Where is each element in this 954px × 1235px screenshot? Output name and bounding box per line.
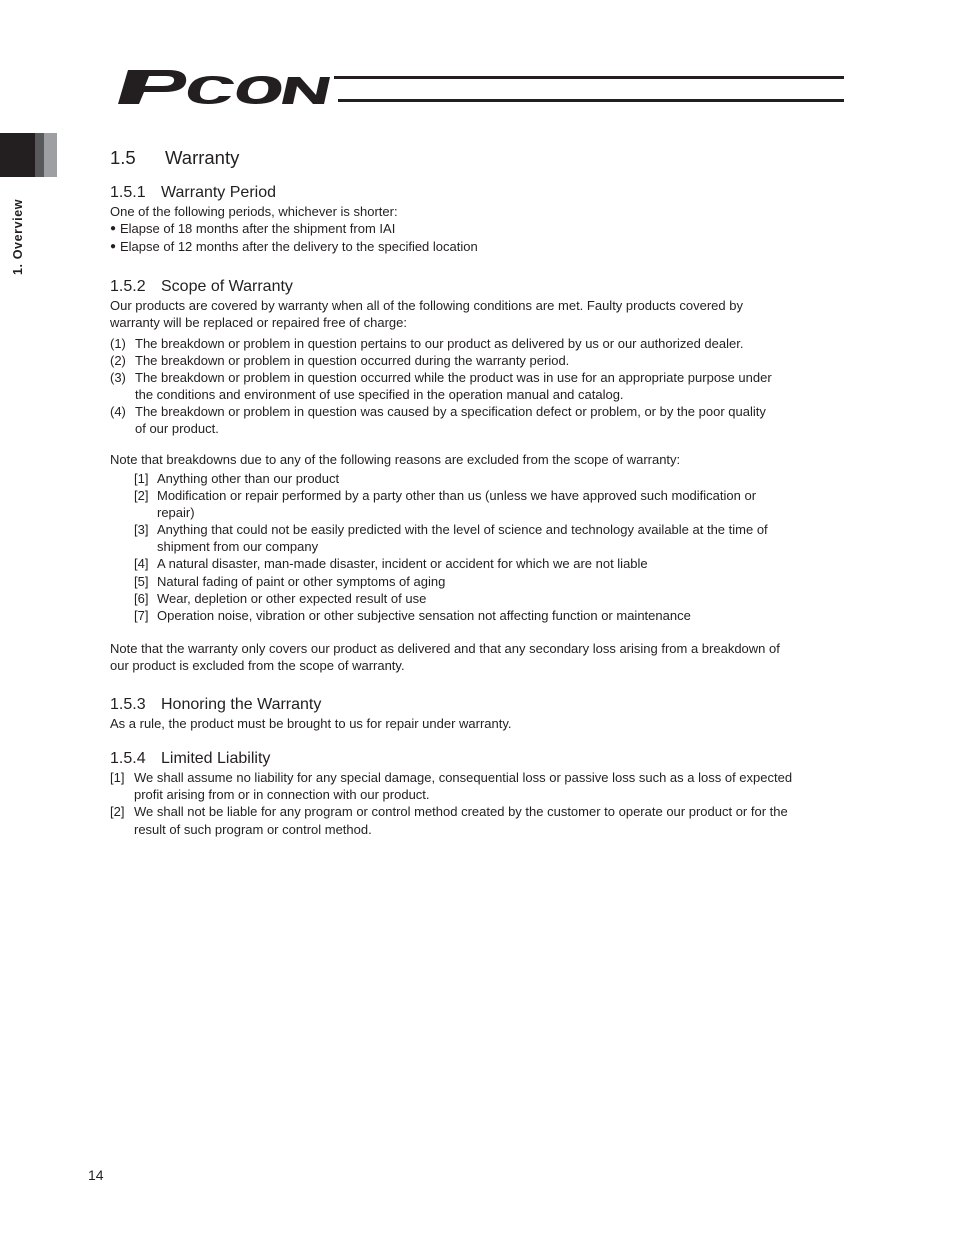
list-item-text: The breakdown or problem in question occurred while the product was in use for an appropriate purpose under — [135, 370, 772, 385]
list-item-text: Elapse of 18 months after the shipment from IAI — [120, 221, 396, 236]
exclusion-intro: Note that breakdowns due to any of the following reasons are excluded from the scope of warranty: — [110, 452, 681, 467]
subsection-title: Warranty Period — [161, 184, 276, 201]
subsection-heading-honoring — [110, 695, 321, 714]
bullet-icon: ● — [110, 223, 117, 234]
list-item-label: [3] — [134, 522, 149, 537]
list-item-label: [2] — [110, 804, 125, 819]
warranty-period-intro: One of the following periods, whichever is shorter: — [110, 204, 398, 219]
subsection-number: 1.5.3 — [110, 696, 146, 713]
list-item-label: [6] — [134, 591, 149, 606]
list-item-text: We shall not be liable for any program or control method created by the customer to operate our product or for the — [134, 804, 788, 819]
list-item-text: profit arising from or in connection with our product. — [134, 787, 430, 802]
list-item-label: [4] — [134, 556, 149, 571]
list-item-label: (4) — [110, 404, 126, 419]
pcon-logo — [116, 62, 846, 110]
list-item-text: The breakdown or problem in question was caused by a specification defect or problem, or by the poor quality — [135, 404, 766, 419]
paragraph-line: Our products are covered by warranty when all of the following conditions are met. Faulty products covered by — [110, 298, 743, 313]
list-item-text: Modification or repair performed by a party other than us (unless we have approved such modification or — [157, 488, 757, 503]
paragraph-line: our product is excluded from the scope of warranty. — [110, 658, 405, 673]
subsection-number: 1.5.2 — [110, 278, 146, 295]
subsection-title: Scope of Warranty — [161, 278, 293, 295]
list-item-text: of our product. — [135, 421, 219, 436]
list-item-text: We shall assume no liability for any special damage, consequential loss or passive loss such as a loss of expected — [134, 770, 793, 785]
paragraph-line: warranty will be replaced or repaired free of charge: — [110, 315, 407, 330]
list-item-label: [5] — [134, 574, 149, 589]
subsection-heading-scope — [110, 277, 293, 296]
list-item-label: [1] — [110, 770, 125, 785]
list-item-label: [1] — [134, 471, 149, 486]
chapter-tab-dark-block — [0, 133, 35, 177]
subsection-number: 1.5.4 — [110, 750, 146, 767]
list-item-text: A natural disaster, man-made disaster, incident or accident for which we are not liable — [157, 556, 648, 571]
list-item-label: [7] — [134, 608, 149, 623]
subsection-number: 1.5.1 — [110, 184, 146, 201]
chapter-tab-gray-block — [35, 133, 44, 177]
paragraph-line: Note that the warranty only covers our product as delivered and that any secondary loss arising from a breakdown of — [110, 641, 780, 656]
subsection-heading-liability — [110, 749, 270, 768]
chapter-side-label: 1. Overview — [11, 198, 25, 275]
section-number: 1.5 — [110, 147, 136, 168]
section-heading — [110, 147, 239, 169]
list-item-text: result of such program or control method. — [134, 822, 372, 837]
list-item-text: Operation noise, vibration or other subjective sensation not affecting function or maintenance — [157, 608, 691, 623]
list-item-label: (2) — [110, 353, 126, 368]
subsection-title: Honoring the Warranty — [161, 696, 322, 713]
list-item-label: (3) — [110, 370, 126, 385]
list-item-text: Anything that could not be easily predicted with the level of science and technology available at the time of — [157, 522, 768, 537]
section-title: Warranty — [165, 147, 240, 168]
list-item-text: shipment from our company — [157, 539, 319, 554]
paragraph-line: As a rule, the product must be brought to us for repair under warranty. — [110, 716, 512, 731]
list-item-text: Elapse of 12 months after the delivery to the specified location — [120, 239, 478, 254]
list-item-text: The breakdown or problem in question pertains to our product as delivered by us or our authorized dealer. — [135, 336, 744, 351]
chapter-tab-light-block — [44, 133, 57, 177]
list-item-text: Anything other than our product — [157, 471, 340, 486]
subsection-title: Limited Liability — [161, 750, 271, 767]
list-item-text: Natural fading of paint or other symptoms of aging — [157, 574, 446, 589]
list-item-label: [2] — [134, 488, 149, 503]
list-item-label: (1) — [110, 336, 126, 351]
list-item-text: The breakdown or problem in question occurred during the warranty period. — [135, 353, 570, 368]
list-item-text: repair) — [157, 505, 195, 520]
list-item-text: the conditions and environment of use specified in the operation manual and catalog. — [135, 387, 624, 402]
subsection-heading-warranty-period — [110, 183, 276, 202]
list-item-text: Wear, depletion or other expected result of use — [157, 591, 427, 606]
bullet-icon: ● — [110, 241, 117, 252]
page-number: 14 — [88, 1167, 104, 1183]
